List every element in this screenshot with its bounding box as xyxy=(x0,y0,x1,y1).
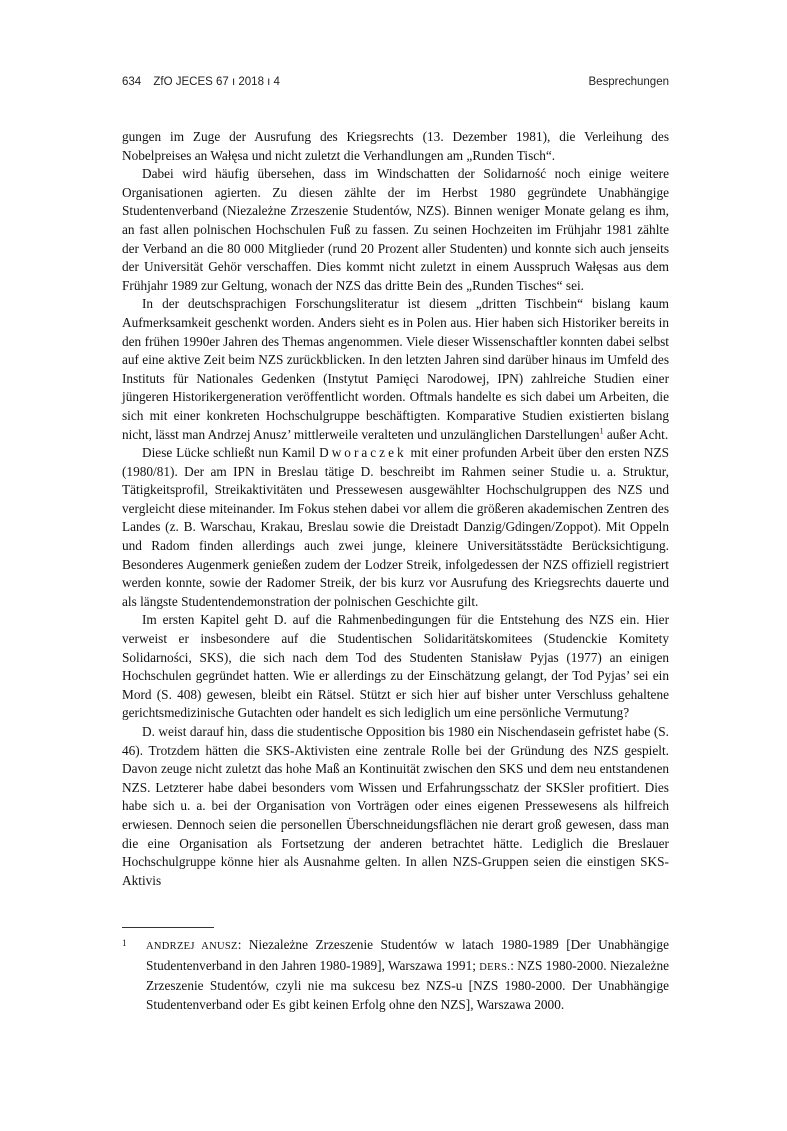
footnote-reference[interactable]: 1 xyxy=(599,426,604,436)
footnote-text xyxy=(146,936,669,1014)
journal-name: ZfO JECES 67 ı 2018 ı 4 xyxy=(153,76,280,88)
header-left xyxy=(122,76,289,88)
paragraph-3-end: außer Acht. xyxy=(603,426,669,442)
footnote xyxy=(122,936,669,1014)
footnote-number: 1 xyxy=(122,938,127,948)
main-text xyxy=(122,128,669,890)
paragraph-3-text: In der deutschsprachigen Forschungsliteratur ist diesem „dritten Tischbein“ bislang kaum Aufmerksamkeit geschenkt worden. Anders sieht es in Polen aus. Hier haben sich Historiker bereits in den frühen 1990er Jahren des Themas angenommen. Viele dieser Wissenschaftler konnten dabei selbst auf eine aktive Zeit beim NZS zurückblicken. In den letzten Jahren sind darüber hinaus im Umfeld des Instituts für Nationales Gedenken (Instytut Pamięci Narodowej, IPN) zahlreiche Studien einer jüngeren Historikergeneration veröffentlicht worden. Oftmals handelte es sich dabei um Arbeiten, die sich mit einer konkreten Hochschulgruppe beschäftigten. Komparative Studien existierten bislang nicht, lässt man Andrzej Anusz’ mittlerweile veralteten und unzulänglichen Darstellungen xyxy=(122,296,669,442)
paragraph-4 xyxy=(122,444,669,611)
author-name: Dworaczek xyxy=(319,445,407,461)
running-header xyxy=(122,76,669,92)
paragraph-1: gungen im Zuge der Ausrufung des Kriegsrechts (13. Dezember 1981), die Verleihung des Nobelpreises an Wałęsa und nicht zuletzt die Verhandlungen am „Runden Tisch“. xyxy=(122,129,669,163)
section-title: Besprechungen xyxy=(588,76,669,88)
paragraph-2: Dabei wird häufig übersehen, dass im Windschatten der Solidarność noch einige weitere Organisationen agierten. Zu diesen zählte der im Herbst 1980 gegründete Unabhängige Studentenverband (Niezależne Zrzeszenie Studentów, NZS). Binnen weniger Monate gelang es ihm, an fast allen polnischen Hochschulen Fuß zu fassen. Zu seinen Hochzeiten im Frühjahr 1981 zählte der Verband an die 80 000 Mitglieder (rund 20 Prozent aller Studenten) und konnte sich auch jenseits der Universität Gehör verschaffen. Dies kommt nicht zuletzt in einem Ausspruch Wałęsas aus dem Frühjahr 1989 zur Geltung, wonach der NZS das dritte Bein des „Runden Tisches“ sei. xyxy=(122,166,669,293)
paragraph-4-start: Diese Lücke schließt nun Kamil xyxy=(142,445,320,461)
footnote-author: ANDRZEJ ANUSZ xyxy=(146,941,238,952)
page-number: 634 xyxy=(122,76,142,88)
paragraph-5: Im ersten Kapitel geht D. auf die Rahmenbedingungen für die Entstehung des NZS ein. Hier verweist er insbesondere auf die Studentischen Solidaritätskomitees (Studenckie Komitety Solidarności, SKS), die sich nach dem Tod des Studenten Stanisław Pyjas (1977) an einigen Hochschulen gegründet hatten. Wie er allerdings zu der Einschätzung gelangt, der Tod Pyjas’ sei ein Mord (S. 408) gewesen, bleibt ein Rätsel. Stützt er sich hier auf bisher unter Verschluss gehaltene gerichtsmedizinische Gutachten oder handelt es sich lediglich um eine persönliche Vermutung? xyxy=(122,612,669,721)
paragraph-6: D. weist darauf hin, dass die studentische Opposition bis 1980 ein Nischendasein gefristet habe (S. 46). Trotzdem hätten die SKS-Aktivisten eine zentrale Rolle bei der Gründung des NZS gespielt. Davon zeuge nicht zuletzt das hohe Maß an Kontinuität zwischen den SKS und dem neu entstandenen NZS. Letzterer habe dabei besonders vom Wissen und Erfahrungsschatz der SKSler profitiert. Dies habe sich u. a. bei der Organisation von Vorträgen oder eines eigenen Pressewesens als hilfreich erwiesen. Dennoch seien die personellen Überschneidungsflächen nie derart groß gewesen, dass man die eine Organisation als Fortsetzung der anderen betrachtet hätte. Lediglich die Breslauer Hochschulgruppe könne hier als Ausnahme gelten. In allen NZS-Gruppen seien die einstigen SKS-Aktivis xyxy=(122,724,669,888)
paragraph-3 xyxy=(122,295,669,444)
footnote-citation-2: : NZS 1980-2000. Niezależne Zrzeszenie Studentów, czyli nie ma sukcesu bez NZS-u [NZS 1980-2000. Der Unabhängige Studentenverband oder Es gibt keinen Erfolg ohne den NZS], Warszawa 2000. xyxy=(146,957,670,1012)
footnote-divider xyxy=(122,927,214,928)
footnote-ders: DERS. xyxy=(479,961,511,973)
footnote-citation-1: : Niezależne Zrzeszenie Studentów w latach 1980-1989 [Der Unabhängige Studentenverband in den Jahren 1980-1989], Warszawa 1991; xyxy=(146,937,669,973)
paragraph-4-text: mit einer profunden Arbeit über den ersten NZS (1980/81). Der am IPN in Breslau tätige D. beschreibt im Rahmen seiner Studie u. a. Struktur, Tätigkeitsprofil, Streikaktivitäten und Pressewesen ausgewählter Hochschulgruppen des NZS und vergleicht diese miteinander. Im Fokus stehen dabei vor allem die größeren akademischen Zentren des Landes (z. B. Warschau, Krakau, Breslau sowie die Dreistadt Danzig/Gdingen/Zoppot). Mit Oppeln und Radom finden allerdings auch zwei junge, kleinere Universitätsstädte Berücksichtigung. Besonderes Augenmerk genießen zudem der Lodzer Streik, infolgedessen der NZS offiziell registriert werden konnte, sowie der Radomer Streik, der bis kurz vor Ausrufung des Kriegsrechts dauerte und als längste Studentendemonstration der polnischen Geschichte gilt. xyxy=(122,445,669,609)
